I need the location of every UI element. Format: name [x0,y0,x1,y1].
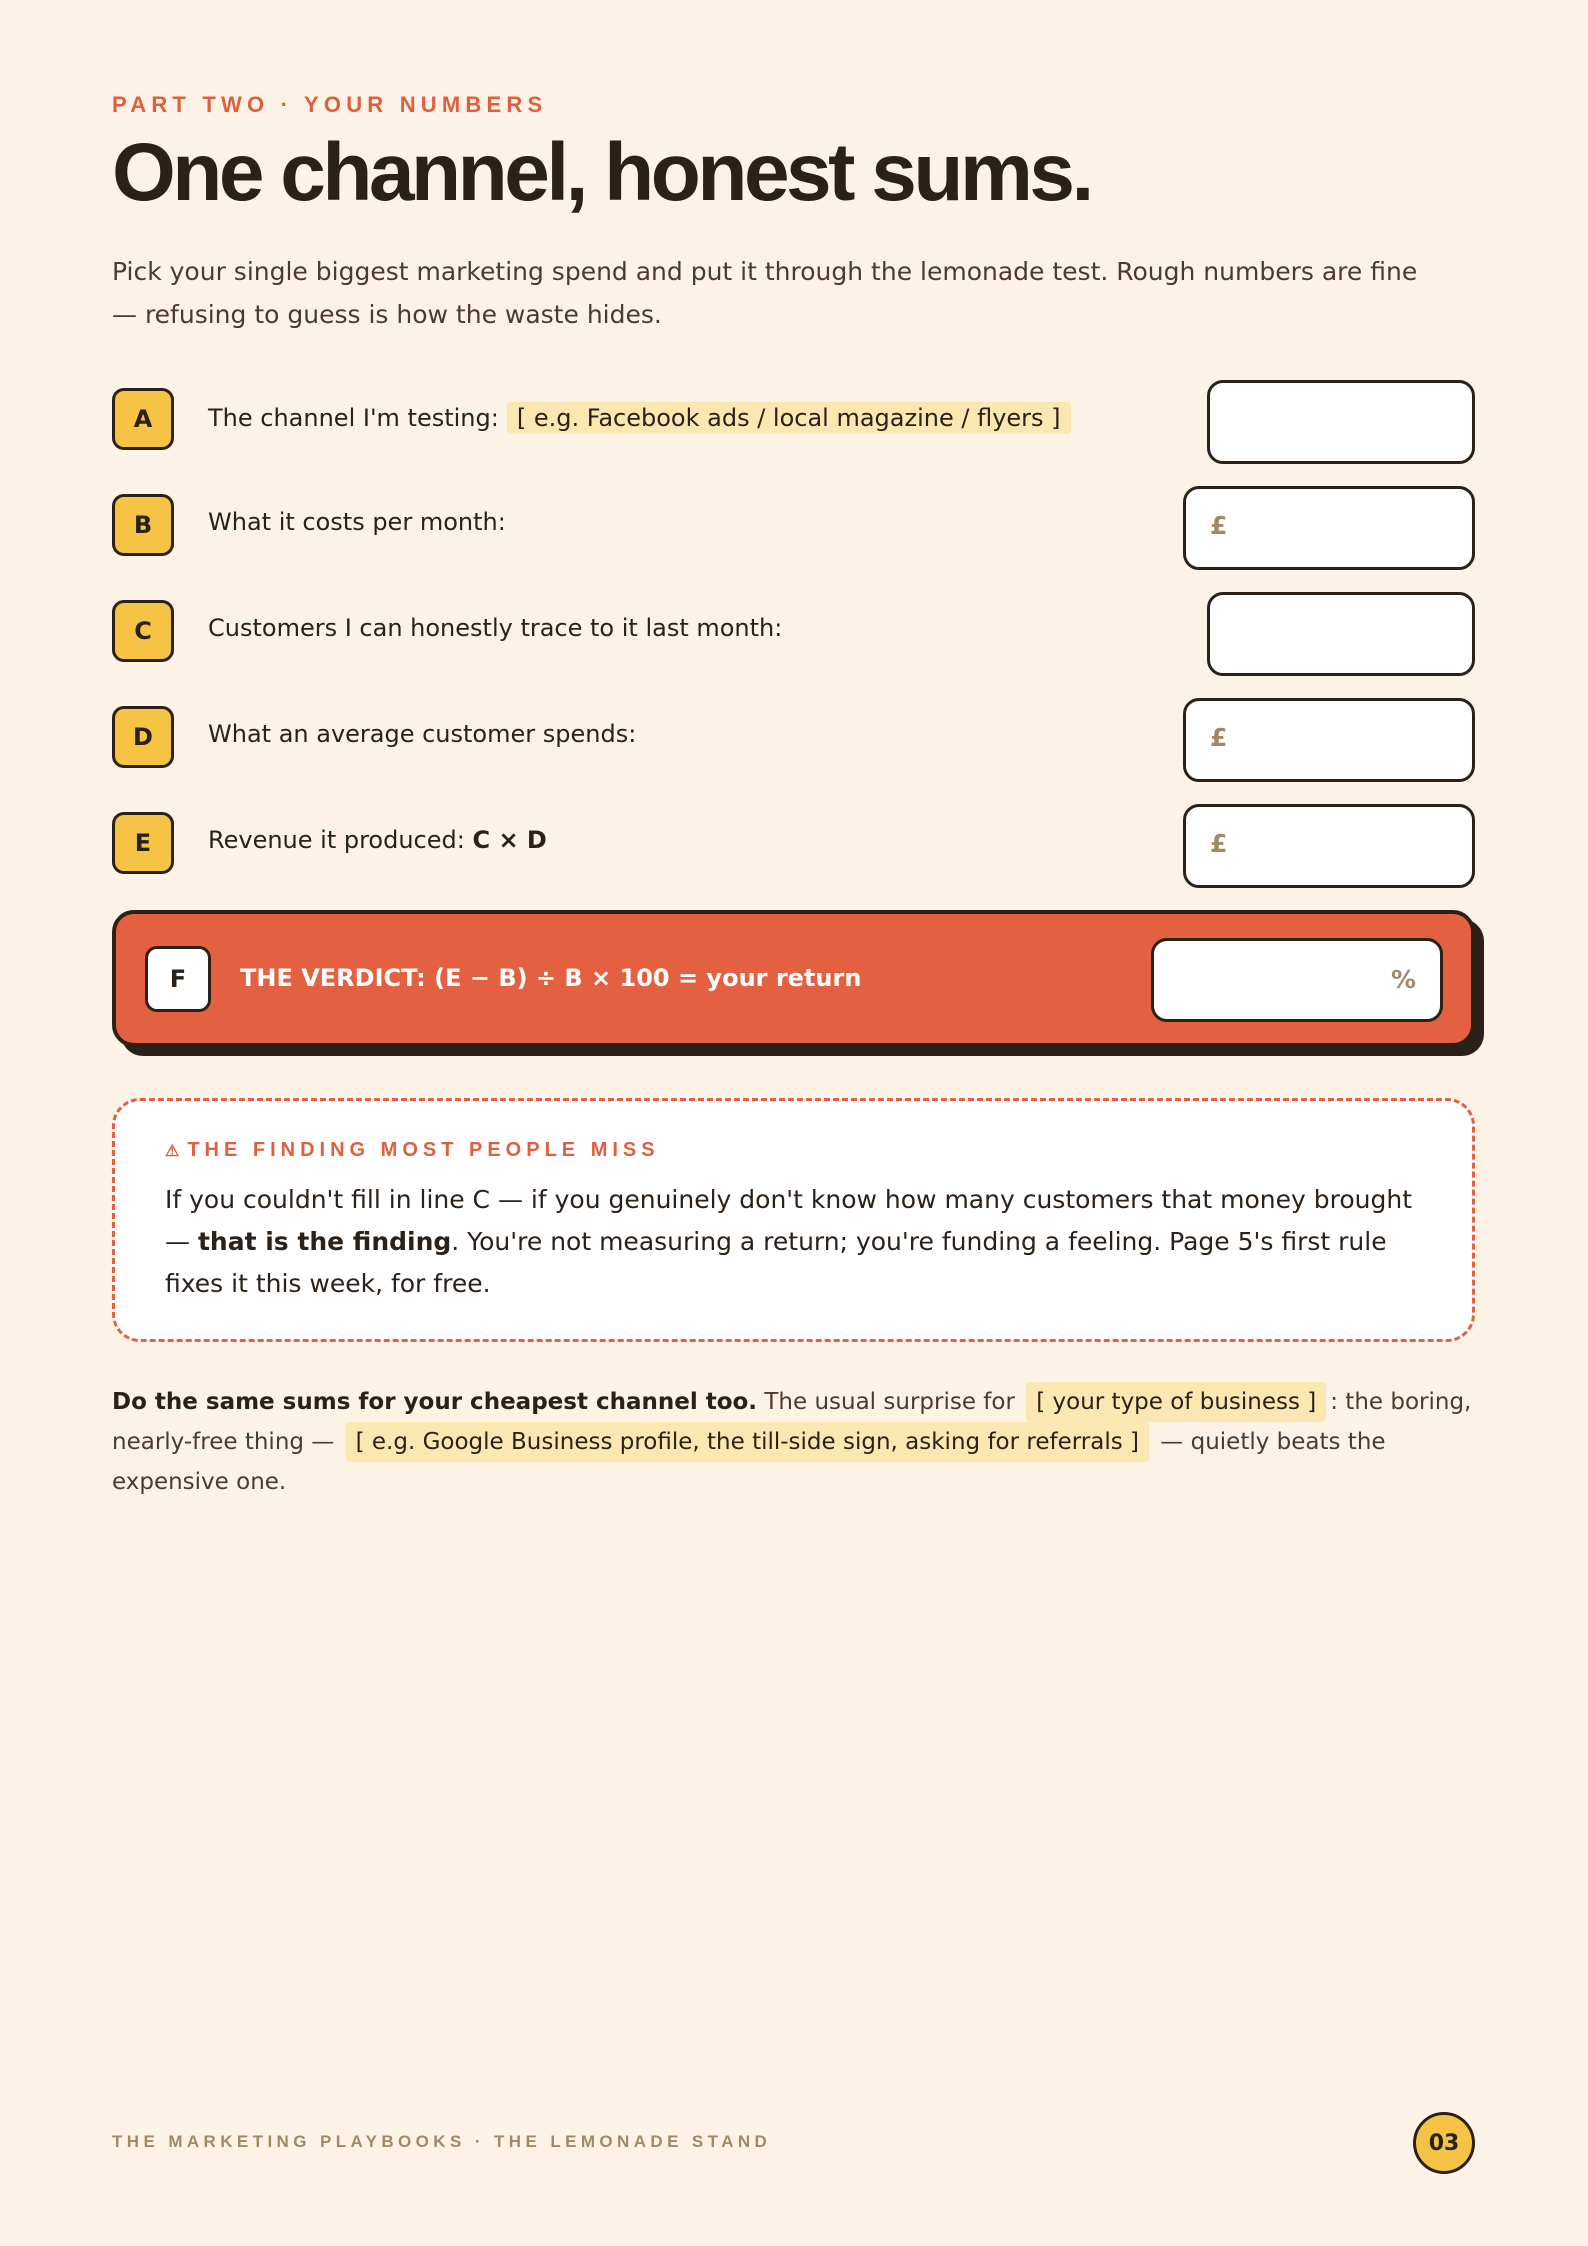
verdict-panel [112,910,1475,1047]
pound-sign: £ [1210,511,1228,540]
revenue-input[interactable] [1183,804,1475,888]
row-label [208,826,547,854]
pound-sign: £ [1210,723,1228,752]
row-label-text: Revenue it produced: [208,826,465,854]
closing-emphasis: Do the same sums for your cheapest channel too. [112,1389,758,1415]
intro-paragraph: Pick your single biggest marketing spend and put it through the lemonade test. Rough numbers are fine — refusing to guess is how the waste hides. [112,257,1418,329]
warning-icon: ⚠ [165,1143,180,1160]
placeholder-hint: [ your type of business ] [1026,1382,1326,1422]
callout-body [165,1179,1425,1305]
worksheet-row-e [112,804,1475,888]
worksheet-row-d [112,698,1475,782]
callout-title-text: THE FINDING MOST PEOPLE MISS [187,1139,660,1161]
percent-sign: % [1390,965,1416,994]
callout-text: If you couldn't fill in line C — if you genuinely don't know how many customers that money brought — [165,1185,1412,1256]
pound-sign: £ [1210,829,1228,858]
callout-emphasis: that is the finding [197,1227,452,1256]
verdict-letter-badge: F [145,946,211,1012]
placeholder-hint: [ e.g. Facebook ads / local magazine / flyers ] [507,402,1071,434]
closing-text: : the boring, nearly-free thing — [112,1389,1472,1455]
callout-title [165,1139,660,1162]
formula-text: C × D [472,826,547,854]
customers-traced-input[interactable] [1207,592,1475,676]
worksheet-row-a [112,380,1475,464]
row-letter-badge: C [112,600,174,662]
closing-text: — quietly beats the expensive one. [112,1429,1386,1495]
page-title: One channel, honest sums. [112,127,1091,218]
footer-text: THE MARKETING PLAYBOOKS · THE LEMONADE STAND [112,2132,772,2151]
closing-paragraph [112,1382,1475,1502]
row-letter-badge: B [112,494,174,556]
row-label: What an average customer spends: [208,720,637,748]
row-letter-badge: E [112,812,174,874]
channel-input[interactable] [1207,380,1475,464]
section-eyebrow: PART TWO · YOUR NUMBERS [112,92,548,117]
row-label [208,402,1071,434]
monthly-cost-input[interactable] [1183,486,1475,570]
average-spend-input[interactable] [1183,698,1475,782]
row-label: What it costs per month: [208,508,506,536]
row-label-text: The channel I'm testing: [208,404,499,432]
row-letter-badge: D [112,706,174,768]
row-letter-badge: A [112,388,174,450]
worksheet-row-c [112,592,1475,676]
finding-callout [112,1098,1475,1342]
closing-text: The usual surprise for [757,1389,1023,1415]
worksheet-page [112,0,1475,2246]
row-label: Customers I can honestly trace to it last month: [208,614,783,642]
verdict-label: THE VERDICT: (E − B) ÷ B × 100 = your return [240,964,862,992]
placeholder-hint: [ e.g. Google Business profile, the till-side sign, asking for referrals ] [346,1422,1149,1462]
callout-text: . You're not measuring a return; you're funding a feeling. Page 5's first rule fixes it this week, for free. [165,1227,1387,1298]
worksheet-row-b [112,486,1475,570]
page-number-badge: 03 [1413,2112,1475,2174]
return-percent-input[interactable] [1151,938,1443,1022]
